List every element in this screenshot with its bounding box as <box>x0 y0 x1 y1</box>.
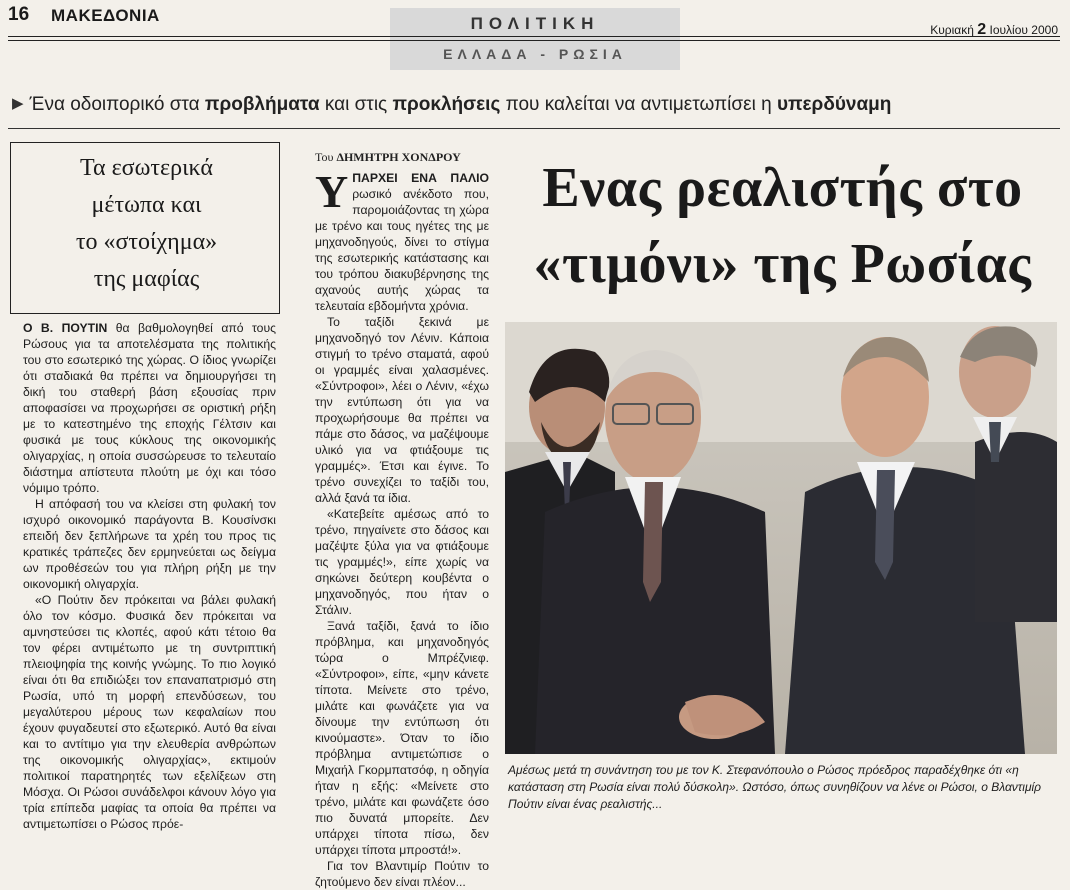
sidebar-lead: Ο Β. ΠΟΥΤΙΝ <box>23 321 108 335</box>
sidebar-body <box>23 320 276 831</box>
triangle-arrow-icon: ▶ <box>12 95 24 112</box>
article-paragraph: Ξανά ταξίδι, ξανά το ίδιο πρόβλημα, και μηχανοδηγός τώρα ο Μπρέζνιεφ. «Σύντροφοι», είπε, «μην κάνετε τίποτα. Μείνετε στο τρένο, μιλάτε και φωνάζετε για να δίνουμε την εντύπωση ότι κινούμαστε». Όταν το ίδιο πρόβλημα αντιμετώπισε ο Μιχαήλ Γκορμπατσόφ, η οδηγία ήταν η εξής: «Μείνετε στο τρένο, μιλάτε και φωνάζετε όσο πιο δυνατά μπορείτε. Δεν υπάρχει τίποτα πίσω, δεν υπάρχει τίποτα μπροστά!». <box>315 619 489 857</box>
article-paragraph <box>315 166 489 314</box>
article-body <box>315 166 489 889</box>
kicker-text: που καλείται να αντιμετωπίσει η <box>505 94 772 115</box>
article-lead: ΠΑΡΧΕΙ ΕΝΑ ΠΑΛΙΟ <box>352 171 489 185</box>
byline <box>315 150 461 165</box>
masthead-rule <box>8 36 1060 37</box>
headline <box>505 150 1060 302</box>
drop-cap: Υ <box>315 166 349 217</box>
sidebar-paragraph: «Ο Πούτιν δεν πρόκειται να βάλει φυλακή όλο τον κόσμο. Φυσικά δεν πρόκειται να αμνηστεύσει τις κλοπές, αφού κάτι τέτοιο θα τον φέρει αντιμέτωπο με τη συντριπτική πλειοψηφία της κοινής γνώμης. Το πιο λογικό είναι ότι θα επιδιώξει τον επαναπατρισμό στη Ρωσία, υπό τη μορφή επενδύσεων, του μεγαλύτερου μέρους των κεφαλαίων που έχουν φυγαδευτεί στο εξωτερικό. Αυτό θα είναι και το αντίτιμο για την ελευθερία ανθρώπων της οικονομικής ολιγαρχίας», εκτιμούν πολιτικοί παρατηρητές των εξελίξεων στη Μόσχα. Οι Ρώσοι συνάδελφοι κάνουν λόγο για τρία επίπεδα μαφίας τα οποία θα πρέπει να αντιμετωπίσει ο Ρώσος πρόε- <box>23 593 276 831</box>
kicker-bold: προκλήσεις <box>392 94 501 115</box>
photo-caption: Αμέσως μετά τη συνάντηση του με τον Κ. Στεφανόπουλο ο Ρώσος πρόεδρος παραδέχθηκε ότι «η κατάσταση στη Ρωσία είναι πολύ δύσκολη». Ωστόσο, όπως συνηθίζουν να λένε οι Ρώσοι, ο Βλαντιμίρ Πούτιν είναι ένας ρεαλιστής... <box>508 763 1042 811</box>
sidebar-heading-line: της μαφίας <box>93 266 200 292</box>
kicker-bold: υπερδύναμη <box>776 94 892 115</box>
newspaper-name: ΜΑΚΕΔΟΝΙΑ <box>51 6 160 25</box>
byline-name: ΔΗΜΗΤΡΗ ΧΟΝΔΡΟΥ <box>336 150 461 164</box>
sidebar-heading <box>24 150 269 298</box>
section-subtitle: ΕΛΛΑΔΑ - ΡΩΣΙΑ <box>443 46 627 62</box>
article-paragraph-text: ρωσικό ανέκδοτο που, παρομοιάζοντας τη χώρα με τρένο και τους ηγέτες της με μηχανοδηγούς, δίνει το στίγμα της εσωτερικής κατάστασης και του τρόπου διακυβέρνησης της αχανούς αυτής χώρας τα τελευταία εβδομήντα χρόνια. <box>315 187 489 313</box>
byline-prefix: Του <box>315 150 334 164</box>
date-day: 2 <box>977 21 987 38</box>
section-box <box>390 8 680 70</box>
kicker-text: Ένα οδοιπορικό στα <box>29 94 200 115</box>
article-paragraph: Για τον Βλαντιμίρ Πούτιν το ζητούμενο δεν είναι πλέον... <box>315 859 489 889</box>
kicker-bold: προβλήματα <box>204 94 320 115</box>
article-paragraph: «Κατεβείτε αμέσως από το τρένο, πηγαίνετε στο δάσος και μαζέψτε ξύλα για να φτιάξουμε τις γραμμές!», είπε χωρίς να σηκώνει δεύτερη κουβέντα ο μηχανοδηγός, που ήταν ο Στάλιν. <box>315 507 489 617</box>
section-title: ΠΟΛΙΤΙΚΗ <box>470 14 600 33</box>
kicker-line <box>12 94 1060 124</box>
sidebar-paragraph: Η απόφασή του να κλείσει στη φυλακή τον ισχυρό οικονομικό παράγοντα Β. Κουσίνσκι επειδή δεν ξεπλήρωνε τα χρέη του προς τις κρατικές τράπεζες δεν ερμηνεύεται ως δείγμα ων προθέσεών του για πλήρη ρήξη με την οικονομική ολιγαρχία. <box>23 497 276 591</box>
photo-illustration <box>505 322 1057 754</box>
kicker-text: και στις <box>324 94 388 115</box>
masthead-rule <box>8 40 1060 41</box>
page-number: 16 <box>8 4 30 25</box>
article-paragraph: Το ταξίδι ξεκινά με μηχανοδηγό τον Λένιν. Κάποια στιγμή το τρένο σταματά, αφού οι γραμμές είναι χαλασμένες. «Σύντροφοι», λέει ο Λένιν, «έχω την εντύπωση ότι για να προχωρήσουμε θα πρέπει να πάμε στο δάσος, να μαζέψουμε υλικό για να φτιάξουμε τις γραμμές». Έτσι και έγινε. Το τρένο συνεχίζει το ταξίδι του, αλλά ξανά τα ίδια. <box>315 315 489 505</box>
kicker-rule <box>8 128 1060 129</box>
sidebar-heading-line: Τα εσωτερικά <box>79 155 213 181</box>
date-suffix: Ιουλίου 2000 <box>989 23 1058 37</box>
date-prefix: Κυριακή <box>930 23 974 37</box>
news-photo <box>505 322 1057 754</box>
headline-line: «τιμόνι» της Ρωσίας <box>533 233 1032 295</box>
headline-line: Ενας ρεαλιστής στο <box>542 157 1023 219</box>
sidebar-paragraph <box>23 320 276 496</box>
sidebar-paragraph-text: θα βαθμολογηθεί από τους Ρώσους για τα αποτελέσματα της πολιτικής του στο εσωτερικό της χώρας. Ο ίδιος γνωρίζει ότι σταδιακά θα πρέπει να δημιουργήσει τη δική του σταθερή βάση εξουσίας πριν αποφασίσει να προχωρήσει σε οριστική ρήξη με το κατεστημένο της εποχής Γέλτσιν και φυσικά με τους κύκλους της οικονομικής ολιγαρχίας, η οποία συσσώρευσε το τελευταίο διάστημα απίστευτα πλούτη με όχι και τόσο νόμιμο τρόπο. <box>23 321 276 495</box>
sidebar-heading-line: το «στοίχημα» <box>75 229 218 255</box>
sidebar-heading-line: μέτωπα και <box>91 192 202 218</box>
